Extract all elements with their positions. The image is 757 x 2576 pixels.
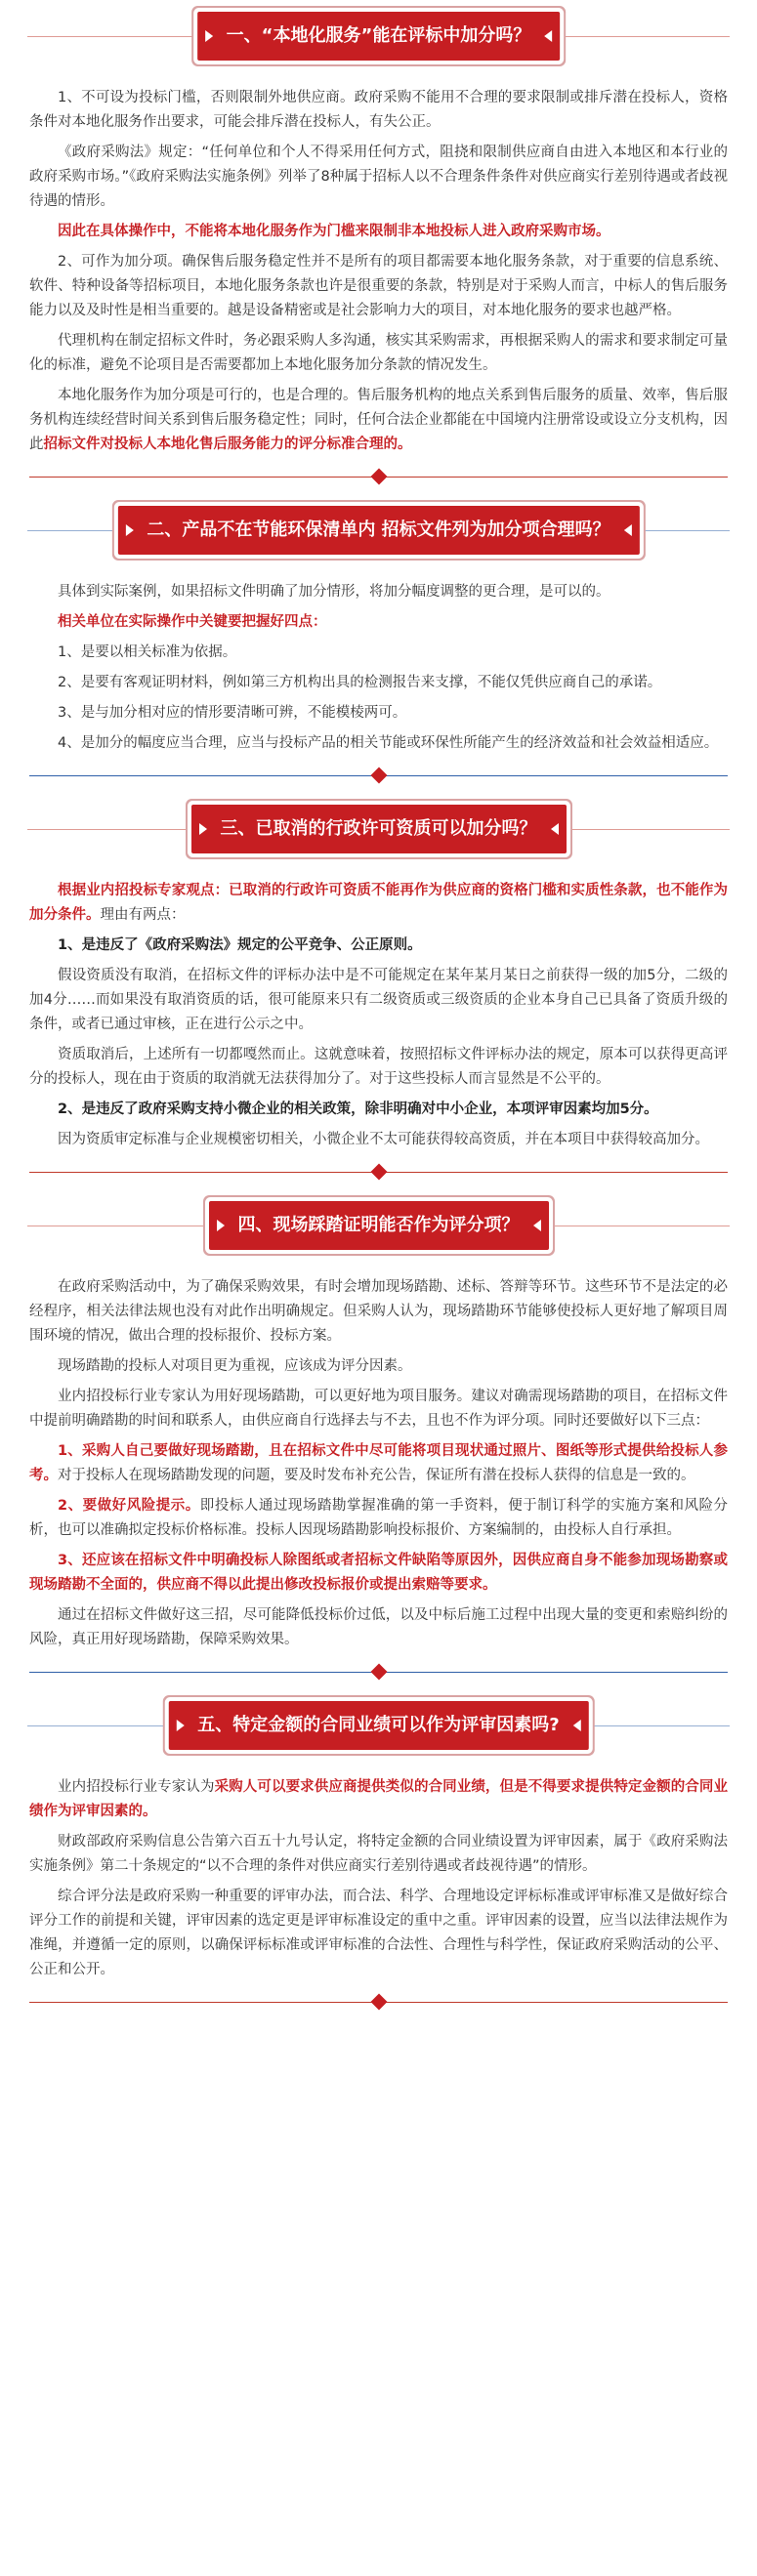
paragraph [29, 1128, 728, 1152]
paragraph [29, 384, 728, 457]
diamond-icon [370, 768, 387, 784]
section-title: 四、现场踩踏证明能否作为评分项？ [209, 1201, 549, 1250]
diamond-icon [370, 1994, 387, 2011]
body-text: 2、是要有客观证明材料，例如第三方机构出具的检测报告来支撑，不能仅凭供应商自己的承诺。 [58, 675, 662, 690]
body-text: 因为资质审定标准与企业规模密切相关，小微企业不太可能获得较高资质，并在本项目中获得较高加分。 [58, 1132, 709, 1147]
section-body [0, 580, 757, 756]
section-divider [0, 1160, 757, 1185]
body-text: 通过在招标文件做好这三招，尽可能降低投标价过低，以及中标后施工过程中出现大量的变更和索赔纠纷的风险，真正用好现场踏勘，保障采购效果。 [29, 1607, 728, 1647]
body-text: 现场踏勘的投标人对项目更为重视，应该成为评分因素。 [58, 1358, 412, 1374]
highlight-text: 3、还应该在招标文件中明确投标人除图纸或者招标文件缺陷等原因外，因供应商自身不能参加现场勘察或现场踏勘不全面的，供应商不得以此提出修改投标报价或提出索赔等要求。 [29, 1553, 728, 1593]
highlight-text: 根据业内招投标专家观点：已取消的行政许可资质不能再作为供应商的资格门槛和实质性条款，也不能作为加分条件。 [29, 883, 728, 923]
section-header [0, 799, 757, 861]
paragraph [29, 1603, 728, 1652]
highlight-text: 招标文件对投标人本地化售后服务能力的评分标准合理的。 [43, 436, 412, 452]
paragraph [29, 701, 728, 726]
body-text: 1、是要以相关标准为依据。 [58, 644, 237, 660]
paragraph [29, 1885, 728, 1982]
section-body [0, 86, 757, 457]
body-text: 在政府采购活动中，为了确保采购效果，有时会增加现场踏勘、述标、答辩等环节。这些环节不是法定的必经程序，相关法律法规也没有对此作出明确规定。但采购人认为，现场踏勘环节能够使投标人更好地了解项目周围环境的情况，做出合理的投标报价、投标方案。 [29, 1279, 728, 1344]
bold-text: 1、是违反了《政府采购法》规定的公平竞争、公正原则。 [58, 937, 422, 953]
paragraph [29, 1275, 728, 1349]
section-divider [0, 1660, 757, 1685]
body-text: 即投标人通过现场踏勘掌握准确的第一手资料，便于制订科学的实施方案和风险分析，也可以准确拟定投标价格标准。投标人因现场踏勘影响投标报价、方案编制的，由投标人自行承担。 [29, 1498, 728, 1538]
paragraph [29, 220, 728, 244]
diamond-icon [370, 469, 387, 485]
paragraph [29, 964, 728, 1037]
paragraph [29, 1775, 728, 1824]
body-text: 业内招投标行业专家认为 [58, 1779, 215, 1795]
paragraph [29, 879, 728, 928]
paragraph [29, 934, 728, 958]
body-text: 对于投标人在现场踏勘发现的问题，要及时发布补充公告，保证所有潜在投标人获得的信息是一致的。 [58, 1468, 695, 1483]
section-body [0, 879, 757, 1152]
body-text: 假设资质没有取消，在招标文件的评标办法中是不可能规定在某年某月某日之前获得一级的加5分，二级的加4分……而如果没有取消资质的话，很可能原来只有二级资质或三级资质的企业本身自己已具备了资质升级的条件，或者已通过审核，正在进行公示之中。 [29, 968, 728, 1032]
section-title: 三、已取消的行政许可资质可以加分吗？ [191, 805, 567, 853]
highlight-text: 采购人可以要求供应商提供类似的合同业绩，但是不得要求提供特定金额的合同业绩作为评审因素的。 [29, 1779, 728, 1819]
section-header [0, 1695, 757, 1758]
paragraph [29, 671, 728, 695]
paragraph [29, 1549, 728, 1598]
body-text: 资质取消后，上述所有一切都嘎然而止。这就意味着，按照招标文件评标办法的规定，原本可以获得更高评分的投标人，现在由于资质的取消就无法获得加分了。对于这些投标人而言显然是不公平的。 [29, 1047, 728, 1087]
body-text: 业内招投标行业专家认为用好现场踏勘，可以更好地为项目服务。建议对确需现场踏勘的项目，在招标文件中提前明确踏勘的时间和联系人，由供应商自行选择去与不去，且也不作为评分项。同时还要做好以下三点： [29, 1389, 728, 1429]
body-text: 4、是加分的幅度应当合理，应当与投标产品的相关节能或环保性所能产生的经济效益和社会效益相适应。 [58, 735, 719, 751]
paragraph [29, 329, 728, 378]
paragraph [29, 731, 728, 756]
section-header [0, 6, 757, 68]
section-body [0, 1775, 757, 1982]
body-text: 财政部政府采购信息公告第六百五十九号认定，将特定金额的合同业绩设置为评审因素，属于《政府采购法实施条例》第二十条规定的“以不合理的条件对供应商实行差别待遇或者歧视待遇”的情形。 [29, 1834, 728, 1874]
paragraph [29, 1494, 728, 1543]
diamond-icon [370, 1664, 387, 1681]
paragraph [29, 1439, 728, 1488]
paragraph [29, 141, 728, 214]
paragraph [29, 1354, 728, 1379]
bold-text: 2、是违反了政府采购支持小微企业的相关政策，除非明确对中小企业，本项评审因素均加5分。 [58, 1101, 658, 1117]
diamond-icon [370, 1164, 387, 1181]
section-title: 五、特定金额的合同业绩可以作为评审因素吗? [168, 1701, 588, 1750]
paragraph [29, 86, 728, 135]
body-text: 本地化服务作为加分项是可行的，也是合理的。售后服务机构的地点关系到售后服务的质量、效率，售后服务机构连续经营时间关系到售后服务稳定性；同时，任何合法企业都能在中国境内注册常设或设立分支机构，因此 [29, 388, 728, 452]
highlight-text: 因此在具体操作中，不能将本地化服务作为门槛来限制非本地投标人进入政府采购市场。 [58, 224, 610, 239]
body-text: 理由有两点： [100, 907, 186, 923]
body-text: 1、不可设为投标门槛，否则限制外地供应商。政府采购不能用不合理的要求限制或排斥潜在投标人，资格条件对本地化服务作出要求，可能会排斥潜在投标人，有失公正。 [29, 90, 728, 130]
paragraph [29, 1830, 728, 1879]
section-title: 一、“本地化服务”能在评标中加分吗？ [197, 12, 561, 61]
section-divider [0, 764, 757, 789]
highlight-text: 2、要做好风险提示。 [58, 1498, 200, 1514]
paragraph [29, 1043, 728, 1092]
paragraph [29, 250, 728, 323]
paragraph [29, 641, 728, 665]
paragraph [29, 610, 728, 635]
body-text: 《政府采购法》规定：“任何单位和个人不得采用任何方式，阻挠和限制供应商自由进入本地区和本行业的政府采购市场。”《政府采购法实施条例》列举了8种属于招标人以不合理条件条件对供应商实行差别待遇或者歧视待遇的情形。 [29, 145, 728, 209]
section-divider [0, 1990, 757, 2015]
section-body [0, 1275, 757, 1652]
section-title: 二、产品不在节能环保清单内 招标文件列为加分项合理吗？ [117, 506, 639, 555]
body-text: 综合评分法是政府采购一种重要的评审办法，而合法、科学、合理地设定评标标准或评审标准又是做好综合评分工作的前提和关键，评审因素的选定更是评审标准设定的重中之重。评审因素的设置，应当以法律法规作为准绳，并遵循一定的原则，以确保评标标准或评审标准的合法性、合理性与科学性，保证政府采购活动的公平、公正和公开。 [29, 1889, 728, 1977]
section-header [0, 1195, 757, 1258]
highlight-text: 相关单位在实际操作中关键要把握好四点： [58, 614, 327, 630]
paragraph [29, 1098, 728, 1122]
paragraph [29, 1385, 728, 1433]
section-divider [0, 465, 757, 490]
highlight-text: 1、采购人自己要做好现场踏勘，且在招标文件中尽可能将项目现状通过照片、图纸等形式提供给投标人参考。 [29, 1443, 728, 1483]
body-text: 2、可作为加分项。确保售后服务稳定性并不是所有的项目都需要本地化服务条款，对于重要的信息系统、软件、特种设备等招标项目，本地化服务条款也许是很重要的条款，特别是对于采购人而言，中标人的售后服务能力以及及时性是相当重要的。越是设备精密或是社会影响力大的项目，对本地化服务的要求也越严格。 [29, 254, 728, 318]
body-text: 3、是与加分相对应的情形要清晰可辨，不能模棱两可。 [58, 705, 407, 721]
body-text: 代理机构在制定招标文件时，务必跟采购人多沟通，核实其采购需求，再根据采购人的需求和要求制定可量化的标准，避免不论项目是否需要都加上本地化服务加分条款的情况发生。 [29, 333, 728, 373]
section-header [0, 500, 757, 562]
body-text: 具体到实际案例，如果招标文件明确了加分情形，将加分幅度调整的更合理，是可以的。 [58, 584, 610, 600]
paragraph [29, 580, 728, 604]
